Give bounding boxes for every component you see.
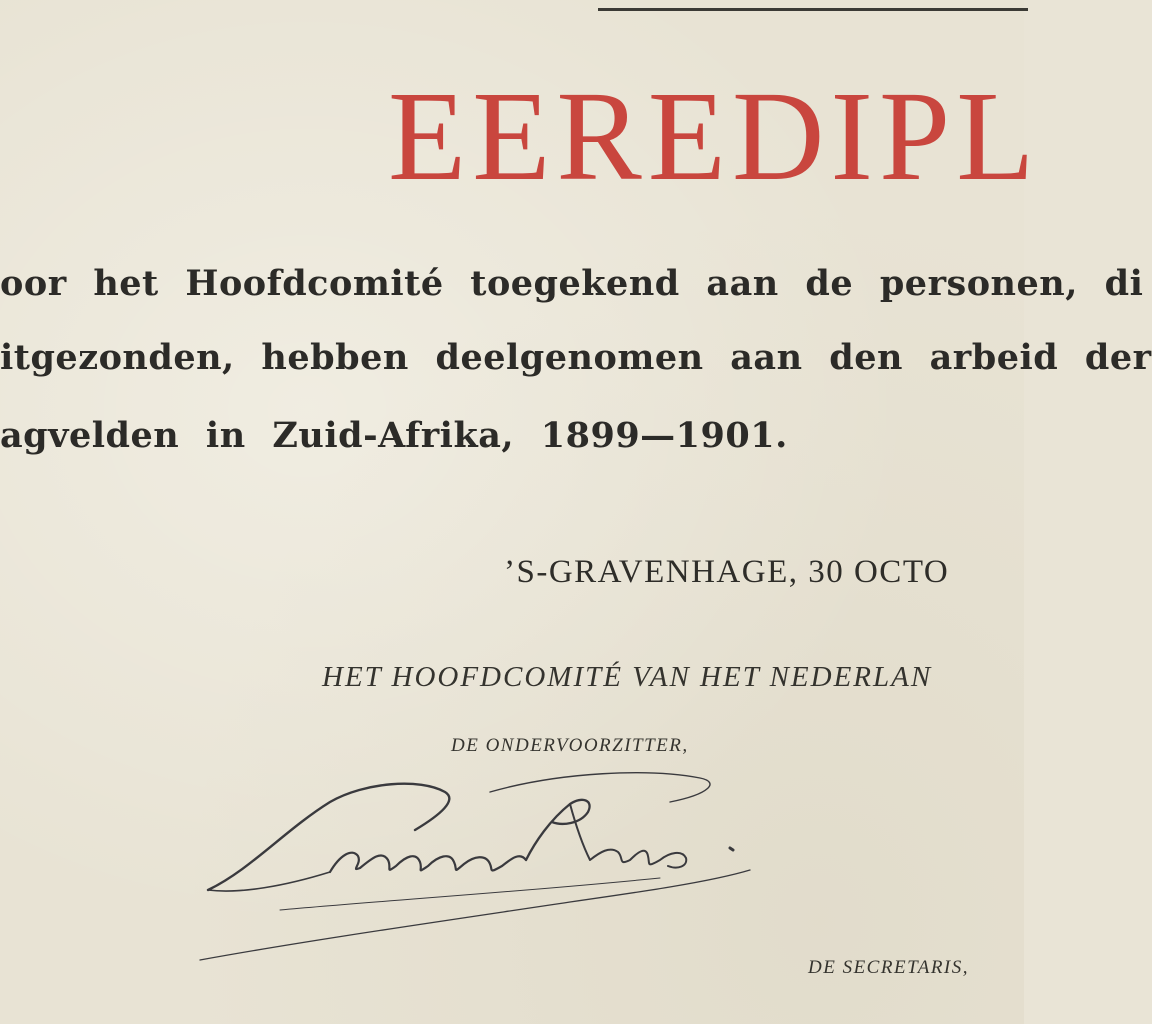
vice-chair-role: DE ONDERVOORZITTER,: [451, 735, 689, 756]
handwritten-signature: [190, 760, 770, 970]
top-rule: [598, 8, 1028, 11]
secretary-role: DE SECRETARIS,: [808, 957, 970, 978]
body-line-3: agvelden in Zuid-Afrika, 1899—1901.: [0, 415, 788, 456]
diploma-title: EEREDIPL: [388, 65, 1041, 207]
body-line-1: oor het Hoofdcomité toegekend aan de personen, di: [0, 263, 1144, 304]
body-line-2: itgezonden, hebben deelgenomen aan den arbeid der: [0, 337, 1152, 378]
committee-name: HET HOOFDCOMITÉ VAN HET NEDERLAN: [322, 661, 933, 693]
place-date: ’S-GRAVENHAGE, 30 OCTO: [504, 554, 950, 590]
